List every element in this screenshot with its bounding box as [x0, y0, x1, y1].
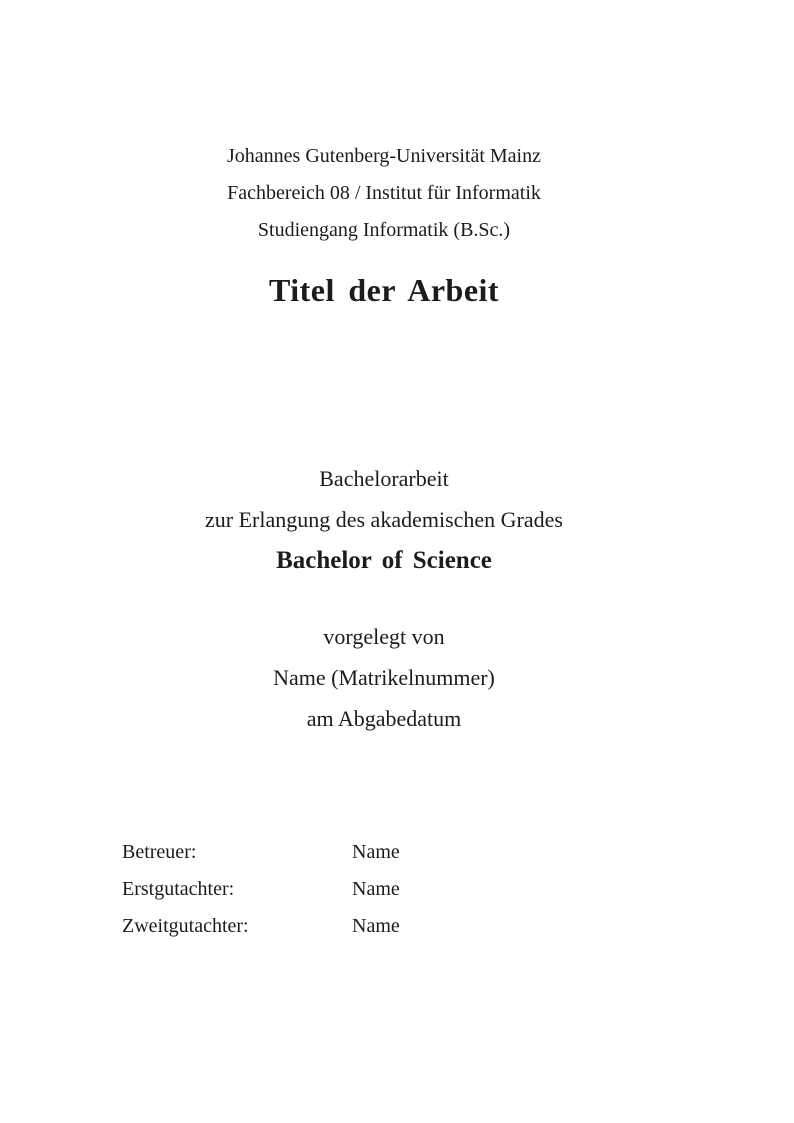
reviewer-label: Erstgutachter:: [122, 878, 235, 900]
department-line: Fachbereich 08 / Institut für Informatik: [227, 182, 541, 204]
degree-phrase-line: zur Erlangung des akademischen Grades: [205, 507, 563, 532]
degree-block: [122, 458, 646, 581]
institution-block: [122, 138, 646, 249]
submitted-by-line: vorgelegt von: [323, 624, 445, 649]
reviewer-row-betreuer: [122, 834, 646, 871]
author-name-line: Name (Matrikelnummer): [273, 665, 495, 690]
institution-name-line: Johannes Gutenberg-Universität Mainz: [227, 145, 541, 167]
reviewer-name: Name: [352, 915, 400, 937]
reviewer-row-erstgutachter: [122, 871, 646, 908]
reviewer-name: Name: [352, 841, 400, 863]
reviewer-row-zweitgutachter: [122, 908, 646, 945]
degree-name-line: Bachelor of Science: [276, 547, 492, 574]
reviewer-name: Name: [352, 878, 400, 900]
reviewer-label: Betreuer:: [122, 841, 197, 863]
author-block: [122, 616, 646, 739]
submission-date-line: am Abgabedatum: [306, 706, 462, 731]
thesis-type-line: Bachelorarbeit: [319, 466, 449, 491]
study-program-line: Studiengang Informatik (B.Sc.): [257, 219, 511, 241]
reviewer-label: Zweitgutachter:: [122, 915, 249, 937]
thesis-title: Titel der Arbeit: [268, 272, 500, 308]
reviewers-table: [122, 834, 646, 945]
